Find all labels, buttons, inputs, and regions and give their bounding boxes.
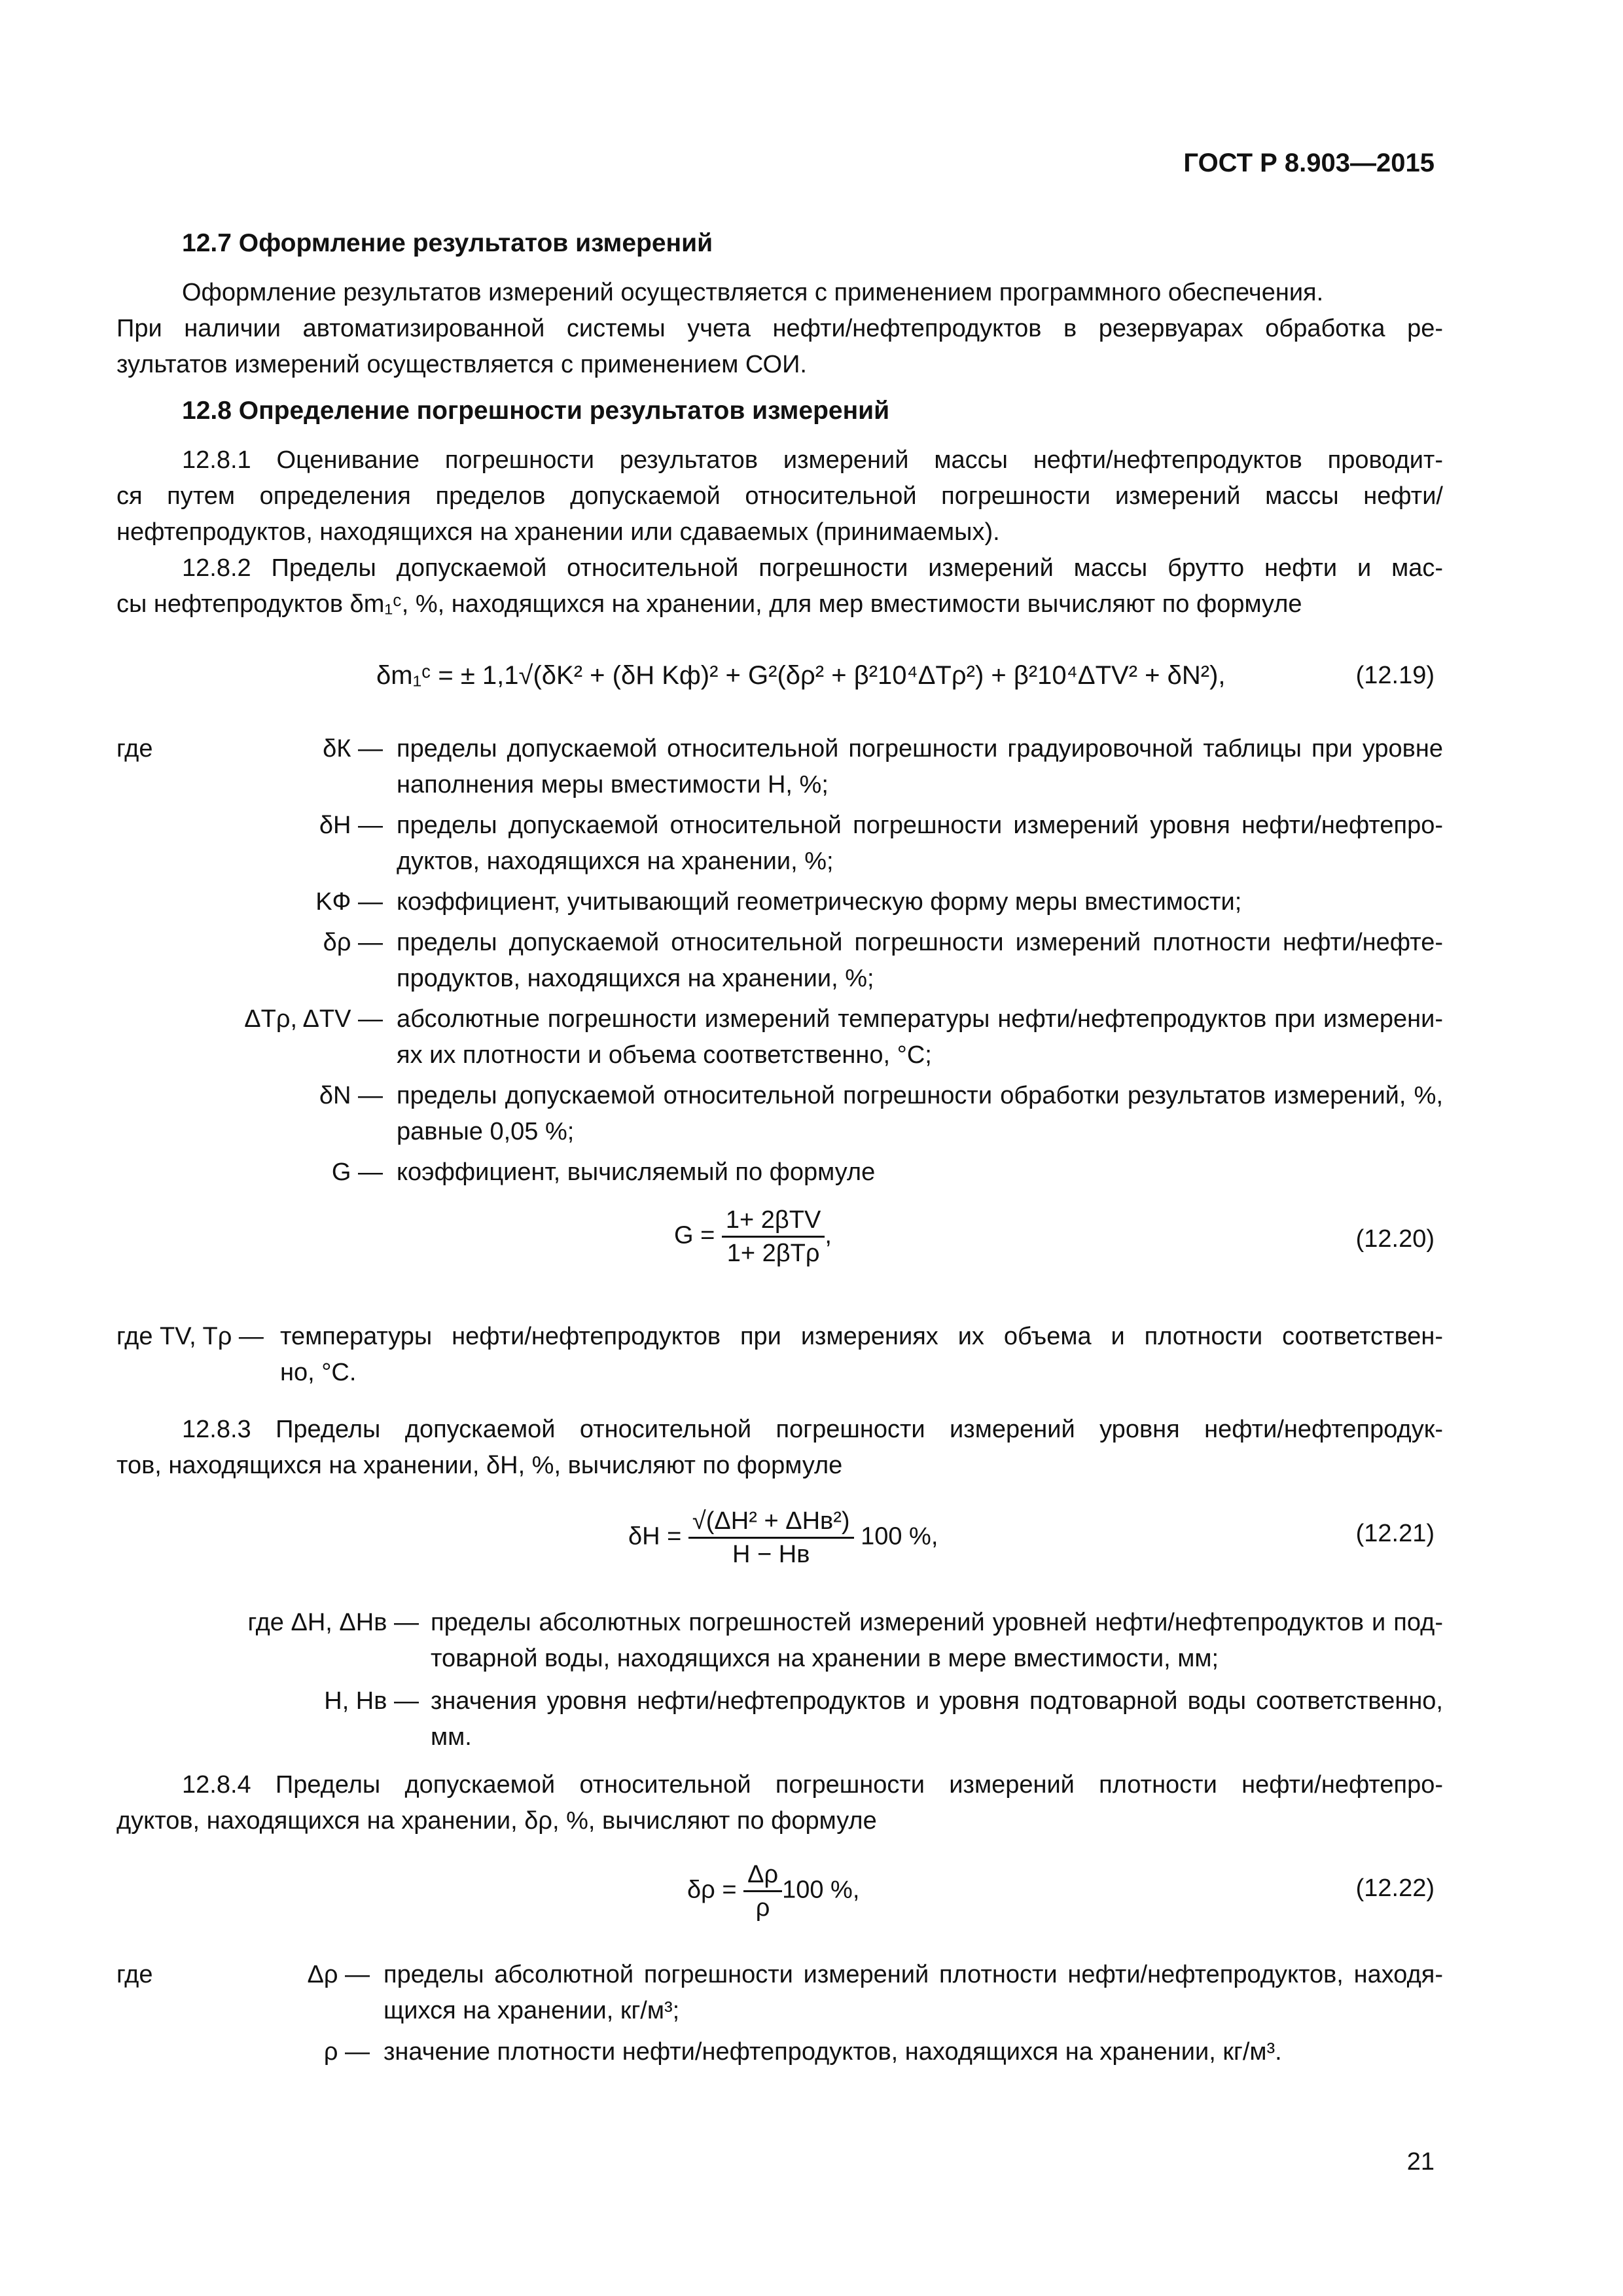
fraction-numerator: Δρ — [743, 1859, 782, 1892]
paragraph-line: тов, находящихся на хранении, δH, %, вычисляют по формуле — [116, 1452, 843, 1479]
where-label: где — [116, 1961, 153, 1988]
definition-line: температуры нефти/нефтепродуктов при измерениях их объема и плотности соответствен- — [280, 1323, 1443, 1350]
where-label: где — [116, 735, 153, 762]
page-number: 21 — [1406, 2148, 1435, 2176]
definition-line: абсолютные погрешности измерений температуры нефти/нефтепродуктов при измерени- — [397, 1005, 1443, 1033]
formula-tail: 100 %, — [861, 1522, 938, 1551]
paragraph-12-8-1 — [116, 442, 1443, 550]
symbol-label: KФ — — [315, 888, 383, 916]
section-12-7-title: 12.7 Оформление результатов измерений — [182, 229, 713, 257]
symbol-label: где ΔH, ΔHв — — [247, 1609, 419, 1636]
definition-line: наполнения меры вместимости H, %; — [397, 771, 829, 798]
paragraph-12-8-4 — [116, 1767, 1443, 1839]
definition-line: пределы абсолютной погрешности измерений плотности нефти/нефтепродуктов, находя- — [383, 1961, 1443, 1988]
paragraph-line: нефтепродуктов, находящихся на хранении или сдаваемых (принимаемых). — [116, 518, 1000, 546]
formula-12-19: δm₁ᶜ = ± 1,1√(δK² + (δН Kф)² + G²(δρ² + β²10⁴ΔTρ²) + β²10⁴ΔTV² + δN²), — [376, 661, 1226, 690]
fraction — [722, 1204, 825, 1269]
paragraph-line: ся путем определения пределов допускаемой относительной погрешности измерений массы нефти/ — [116, 482, 1443, 510]
paragraph-line: сы нефтепродуктов δm₁ᶜ, %, находящихся на хранении, для мер вместимости вычисляют по формуле — [116, 590, 1302, 618]
symbol-label: G — — [331, 1158, 383, 1186]
fraction-numerator: √(ΔH² + ΔHв²) — [688, 1505, 854, 1539]
definition-line: мм. — [431, 1723, 472, 1751]
symbol-label: ρ — — [323, 2038, 370, 2066]
standard-header: ГОСТ Р 8.903—2015 — [1183, 149, 1435, 177]
formula-number: (12.21) — [1355, 1520, 1435, 1547]
paragraph-line: зультатов измерений осуществляется с применением СОИ. — [116, 351, 807, 378]
formula-number: (12.20) — [1355, 1225, 1435, 1253]
paragraph-12-8-2 — [116, 550, 1443, 622]
definition-line: ях их плотности и объема соответственно, °С; — [397, 1041, 932, 1069]
symbol-label: ΔTρ, ΔTV — — [244, 1005, 383, 1033]
symbol-label: H, Hв — — [324, 1687, 419, 1715]
formula-12-20 — [674, 1204, 832, 1269]
symbol-label: δρ — — [323, 929, 383, 956]
symbol-label: δК — — [323, 735, 383, 762]
paragraph-12-8-3 — [116, 1412, 1443, 1484]
definition-line: щихся на хранении, кг/м³; — [383, 1997, 680, 2024]
paragraph-line: 12.8.4 Пределы допускаемой относительной погрешности измерений плотности нефти/нефтепро- — [182, 1771, 1443, 1799]
symbol-label: Δρ — — [307, 1961, 370, 1988]
fraction-denominator: ρ — [755, 1894, 770, 1922]
formula-lhs: δH = — [628, 1522, 682, 1551]
definition-line: значение плотности нефти/нефтепродуктов, находящихся на хранении, кг/м³. — [383, 2038, 1282, 2066]
formula-number: (12.19) — [1355, 662, 1435, 689]
definition-line: но, °С. — [280, 1359, 357, 1386]
definition-line: товарной воды, находящихся на хранении в мере вместимости, мм; — [431, 1645, 1219, 1672]
formula-number: (12.22) — [1355, 1874, 1435, 1902]
symbol-label: где TV, Tρ — — [116, 1323, 264, 1350]
paragraph-line: 12.8.1 Оценивание погрешности результатов измерений массы нефти/нефтепродуктов проводит- — [182, 446, 1443, 474]
paragraph-line: 12.8.2 Пределы допускаемой относительной погрешности измерений массы брутто нефти и мас- — [182, 554, 1443, 582]
definition-line: пределы допускаемой относительной погрешности измерений уровня нефти/нефтепро- — [397, 812, 1443, 839]
symbol-label: δН — — [319, 812, 383, 839]
fraction-denominator: 1+ 2βTρ — [726, 1240, 820, 1267]
paragraph-line: 12.8.3 Пределы допускаемой относительной погрешности измерений уровня нефти/нефтепродук- — [182, 1416, 1443, 1443]
definition-line: коэффициент, учитывающий геометрическую форму меры вместимости; — [397, 888, 1242, 916]
fraction-numerator: 1+ 2βTV — [722, 1204, 825, 1238]
definition-line: значения уровня нефти/нефтепродуктов и уровня подтоварной воды соответственно, — [431, 1687, 1443, 1715]
section-12-7-paragraph — [116, 275, 1443, 383]
fraction-denominator: H − Hв — [732, 1541, 810, 1568]
formula-lhs: G = — [674, 1221, 715, 1249]
formula-tail: 100 %, — [782, 1876, 860, 1904]
formula-lhs: δρ = — [687, 1876, 737, 1904]
fraction — [743, 1859, 782, 1924]
fraction — [688, 1505, 854, 1570]
symbol-label: δN — — [319, 1082, 383, 1109]
formula-12-22 — [687, 1859, 859, 1924]
definition-line: пределы допускаемой относительной погрешности обработки результатов измерений, %, — [397, 1082, 1443, 1109]
definition-line: пределы допускаемой относительной погрешности измерений плотности нефти/нефте- — [397, 929, 1443, 956]
paragraph-line: дуктов, находящихся на хранении, δρ, %, вычисляют по формуле — [116, 1807, 877, 1835]
formula-12-21 — [628, 1505, 938, 1570]
definition-line: коэффициент, вычисляемый по формуле — [397, 1158, 876, 1186]
definition-line: пределы допускаемой относительной погрешности градуировочной таблицы при уровне — [397, 735, 1443, 762]
definition-line: дуктов, находящихся на хранении, %; — [397, 848, 834, 875]
paragraph-line: Оформление результатов измерений осуществляется с применением программного обеспечения. — [182, 279, 1324, 306]
paragraph-line: При наличии автоматизированной системы учета нефти/нефтепродуктов в резервуарах обработка ре- — [116, 315, 1443, 342]
formula-tail: , — [825, 1221, 832, 1249]
definition-line: пределы абсолютных погрешностей измерений уровней нефти/нефтепродуктов и под- — [431, 1609, 1443, 1636]
definition-line: продуктов, находящихся на хранении, %; — [397, 965, 874, 992]
section-12-8-title: 12.8 Определение погрешности результатов измерений — [182, 397, 890, 425]
definition-line: равные 0,05 %; — [397, 1118, 575, 1145]
